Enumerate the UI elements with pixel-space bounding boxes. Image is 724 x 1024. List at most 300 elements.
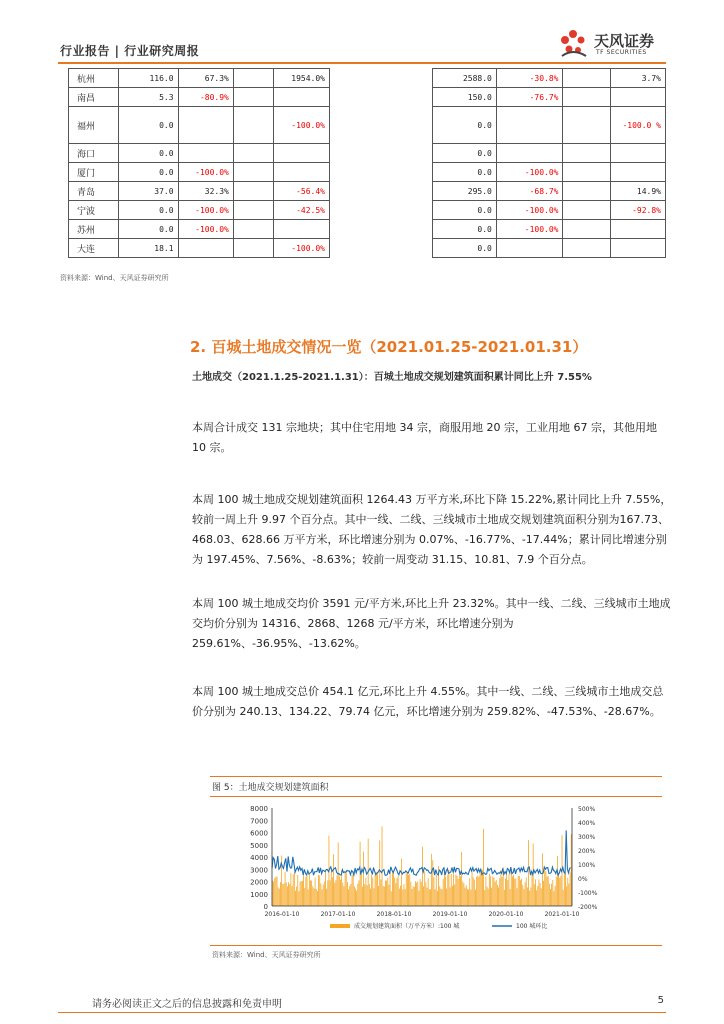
bar [347, 882, 348, 906]
bar [425, 882, 426, 906]
x-tick-label: 2020-01-10 [488, 911, 524, 918]
bar [465, 888, 466, 906]
bar [330, 880, 331, 906]
bar [449, 870, 450, 906]
y-right-tick-label: -200% [578, 904, 598, 911]
bar [296, 887, 297, 906]
bar [389, 885, 390, 906]
bar [308, 889, 309, 906]
bar [372, 878, 373, 906]
bar [320, 883, 321, 906]
y-left-tick-label: 5000 [250, 841, 268, 850]
bar [302, 881, 303, 906]
table-cell: -30.8% [496, 69, 563, 88]
table-cell [610, 88, 665, 107]
bar [324, 882, 325, 906]
bar [318, 875, 319, 906]
bar [363, 851, 364, 906]
table-cell: 67.3% [178, 69, 233, 88]
bar [510, 889, 511, 906]
bar [394, 878, 395, 906]
bar [460, 876, 461, 906]
bar [490, 876, 491, 906]
table-cell [496, 107, 563, 144]
bar [322, 889, 323, 906]
paragraph-total: 本周 100 城土地成交总价 454.1 亿元,环比上升 4.55%。其中一线、二线、三线城市土地成交总价分别为 240.13、134.22、79.74 亿元，环比增速分别为 259.82%、-47.53%、-28.67%。 [192, 685, 664, 718]
bar [392, 873, 393, 906]
table-cell: -100.0% [178, 201, 233, 220]
y-left-tick-label: 0 [263, 903, 268, 911]
table-cell: -100.0% [273, 239, 329, 258]
x-tick-label: 2018-01-10 [376, 911, 412, 918]
bar [337, 875, 338, 906]
table-cell [610, 144, 665, 163]
bar [274, 878, 275, 906]
bar [400, 886, 401, 906]
bar [339, 876, 340, 906]
bar [415, 881, 416, 906]
table-cell [233, 182, 273, 201]
bar [304, 888, 305, 906]
bar [522, 885, 523, 906]
bar [333, 854, 334, 906]
city-cell: 福州 [69, 107, 119, 144]
brand-logo [556, 26, 666, 60]
table-cell: 0.0 [119, 107, 178, 144]
bar [282, 884, 283, 906]
table-cell [610, 163, 665, 182]
table-cell: 3.7% [610, 69, 665, 88]
bar [461, 852, 462, 906]
bar [316, 889, 317, 906]
table-cell: -80.9% [178, 88, 233, 107]
bar [565, 874, 566, 906]
table-cell [563, 239, 610, 258]
bar [300, 882, 301, 906]
bar [452, 886, 453, 906]
bar [387, 878, 388, 906]
table-cell: 295.0 [433, 182, 497, 201]
table-cell [233, 107, 273, 144]
bar [297, 875, 298, 906]
city-cell: 大连 [69, 239, 119, 258]
table-row [433, 144, 666, 163]
bar [434, 877, 435, 906]
table-cell [273, 220, 329, 239]
paragraph-area: 本周 100 城土地成交规划建筑面积 1264.43 万平方米,环比下降 15.22%,累计同比上升 7.55%，较前一周上升 9.97 个百分点。其中一线、二线、三线城市土地成交规划建筑面积分别为167.73、468.03、628.66 万平方米，环比增速分别为 0.07%、-16.77%、-17.44%；累计同比增速分别为 197.45%、7.56%、-8.63%；较前一周变动 31.15、10.81、7.9 个百分点。 [192, 493, 672, 566]
bar [484, 890, 485, 906]
table-cell: -100.0% [178, 163, 233, 182]
city-cell: 宁波 [69, 201, 119, 220]
bar [513, 875, 514, 906]
table-row [69, 201, 330, 220]
table-row [69, 144, 330, 163]
bar [412, 889, 413, 906]
table-cell: -100.0 % [610, 107, 665, 144]
bar [495, 882, 496, 906]
table-cell: 5.3 [119, 88, 178, 107]
table-cell [233, 239, 273, 258]
bar [420, 879, 421, 906]
bar [436, 875, 437, 906]
bar [560, 876, 561, 906]
bar [277, 876, 278, 906]
y-left-tick-label: 7000 [250, 817, 268, 826]
bar [491, 888, 492, 906]
bar [558, 873, 559, 906]
bar [521, 879, 522, 906]
bar [528, 840, 529, 906]
bar [444, 870, 445, 906]
x-tick-label: 2021-01-10 [544, 911, 580, 918]
bar [470, 890, 471, 906]
table-row [69, 88, 330, 107]
bar [422, 847, 423, 906]
table-cell: 1954.0% [273, 69, 329, 88]
table-cell: 0.0 [119, 220, 178, 239]
city-cell: 青岛 [69, 182, 119, 201]
bar [417, 881, 418, 906]
table-row [69, 163, 330, 182]
bar [314, 888, 315, 906]
table-cell [563, 88, 610, 107]
y-right-tick-label: -100% [578, 890, 598, 897]
bar [473, 877, 474, 906]
bar [555, 886, 556, 906]
bar [524, 889, 525, 906]
page-number: 5 [657, 995, 664, 1006]
y-left-tick-label: 8000 [250, 805, 268, 813]
table-cell: 0.0 [119, 144, 178, 163]
y-left-tick-label: 6000 [250, 829, 268, 838]
bar [315, 878, 316, 906]
bar [350, 884, 351, 906]
bar [520, 880, 521, 906]
bar [293, 874, 294, 906]
table-cell [496, 239, 563, 258]
bar [311, 881, 312, 906]
bar [352, 875, 353, 906]
y-right-tick-label: 500% [578, 806, 596, 813]
bar [294, 872, 295, 906]
table-cell: -100.0% [496, 201, 563, 220]
table-row [433, 182, 666, 201]
y-right-tick-label: 300% [578, 834, 596, 841]
y-right-tick-label: 200% [578, 848, 596, 855]
bar [536, 890, 537, 906]
bar [410, 882, 411, 906]
bar [323, 885, 324, 906]
bar [487, 887, 488, 906]
bar [398, 876, 399, 906]
city-cell: 海口 [69, 144, 119, 163]
figure-title-rule [210, 796, 662, 797]
table-source: 资料来源：Wind、天风证券研究所 [60, 274, 169, 282]
bar [380, 879, 381, 906]
x-tick-label: 2019-01-10 [432, 911, 468, 918]
table-row [69, 69, 330, 88]
bar [354, 886, 355, 906]
table-cell: -100.0% [496, 220, 563, 239]
bar [429, 889, 430, 906]
bar [477, 876, 478, 906]
bar [542, 853, 543, 906]
land-area-chart [210, 800, 662, 940]
bar [539, 879, 540, 906]
bar [427, 888, 428, 906]
bar [310, 880, 311, 906]
bar [537, 886, 538, 906]
y-right-tick-label: 100% [578, 862, 596, 869]
table-cell: 14.9% [610, 182, 665, 201]
bar [289, 884, 290, 906]
bar [284, 884, 285, 906]
bar [359, 880, 360, 906]
table-cell: 0.0 [119, 201, 178, 220]
bar [437, 891, 438, 906]
bar [506, 871, 507, 906]
bar [527, 888, 528, 906]
bar [559, 878, 560, 906]
paragraph-transactions: 本周合计成交 131 宗地块；其中住宅用地 34 宗，商服用地 20 宗，工业用地 67 宗，其他用地 10 宗。 [192, 421, 657, 454]
bar [442, 889, 443, 906]
bar [499, 878, 500, 906]
bar [488, 889, 489, 906]
table-row [433, 239, 666, 258]
bar [431, 854, 432, 906]
bar [399, 889, 400, 906]
bar [317, 891, 318, 906]
bar [348, 889, 349, 906]
bar [462, 882, 463, 906]
bar [451, 874, 452, 906]
table-cell: 0.0 [433, 201, 497, 220]
bar [479, 877, 480, 906]
bar [467, 889, 468, 906]
bar [309, 873, 310, 906]
bar [395, 883, 396, 906]
y-left-tick-label: 1000 [250, 890, 268, 899]
bar [547, 876, 548, 906]
bar [319, 875, 320, 906]
table-cell: 0.0 [433, 220, 497, 239]
bar [414, 887, 415, 906]
city-cell: 苏州 [69, 220, 119, 239]
bar [530, 887, 531, 906]
section-title: 2. 百城土地成交情况一览（2021.01.25-2021.01.31） [190, 338, 588, 356]
table-cell: 2588.0 [433, 69, 497, 88]
bar [326, 889, 327, 906]
report-category: 行业报告 | 行业研究周报 [60, 44, 200, 58]
bar [334, 883, 335, 906]
table-cell [273, 163, 329, 182]
y-left-tick-label: 3000 [250, 866, 268, 875]
bar [390, 870, 391, 906]
bar [342, 883, 343, 906]
bar [468, 890, 469, 906]
bar [364, 884, 365, 906]
bar [535, 879, 536, 906]
bar [355, 888, 356, 906]
table-cell [563, 182, 610, 201]
bar [369, 884, 370, 906]
bar [526, 878, 527, 906]
bar [353, 871, 354, 906]
table-cell: 0.0 [433, 163, 497, 182]
bar [288, 882, 289, 906]
bar [551, 884, 552, 906]
bar [492, 877, 493, 906]
bar [305, 877, 306, 906]
bar [564, 872, 565, 906]
bar [362, 887, 363, 906]
bar [458, 879, 459, 906]
bar [386, 881, 387, 906]
table-cell [273, 144, 329, 163]
bar [512, 876, 513, 906]
bar [529, 891, 530, 906]
bar [307, 873, 308, 906]
chart-source: 资料来源：Wind、天风证券研究所 [212, 951, 321, 959]
table-cell [563, 163, 610, 182]
figure-bottom-rule [210, 945, 662, 946]
bar [312, 886, 313, 906]
bar [541, 888, 542, 906]
bar [496, 880, 497, 906]
bar [550, 889, 551, 906]
bar [384, 887, 385, 906]
bar [292, 886, 293, 906]
table-row [69, 239, 330, 258]
bar [344, 886, 345, 906]
table-cell [610, 239, 665, 258]
table-cell [496, 144, 563, 163]
table-cell: -42.5% [273, 201, 329, 220]
bar [505, 879, 506, 906]
table-row [433, 220, 666, 239]
bar [275, 877, 276, 906]
table-cell [178, 107, 233, 144]
bar [563, 890, 564, 906]
bar [413, 886, 414, 906]
bar [567, 878, 568, 906]
table-cell: -76.7% [496, 88, 563, 107]
table-cell [563, 107, 610, 144]
bar [554, 891, 555, 906]
bar [371, 875, 372, 906]
bar [504, 890, 505, 906]
bar [370, 889, 371, 906]
bar [374, 888, 375, 906]
table-cell [273, 88, 329, 107]
table-cell: 0.0 [433, 144, 497, 163]
bar [424, 871, 425, 906]
footer-disclaimer: 请务必阅读正文之后的信息披露和免责申明 [92, 999, 282, 1010]
bar [549, 884, 550, 906]
bar [404, 884, 405, 906]
bar [557, 856, 558, 906]
bar [494, 878, 495, 906]
bar [515, 879, 516, 906]
table-cell [610, 220, 665, 239]
bar [278, 887, 279, 906]
bar [552, 880, 553, 906]
bar [507, 880, 508, 906]
bar [279, 889, 280, 906]
table-cell: 116.0 [119, 69, 178, 88]
bar [295, 891, 296, 906]
table-cell [563, 201, 610, 220]
bar [481, 872, 482, 906]
bar [485, 877, 486, 906]
y-left-tick-label: 4000 [250, 854, 268, 862]
bar [464, 883, 465, 906]
bar [378, 886, 379, 906]
bar [457, 876, 458, 906]
bar [545, 871, 546, 906]
table-cell: 150.0 [433, 88, 497, 107]
x-tick-label: 2017-01-10 [320, 911, 356, 918]
table-cell: -100.0% [496, 163, 563, 182]
footer-divider [58, 1012, 666, 1013]
bar [482, 870, 483, 906]
table-cell: -56.4% [273, 182, 329, 201]
figure-top-rule [210, 776, 662, 777]
bar [498, 887, 499, 906]
bar [570, 872, 571, 906]
bar [406, 873, 407, 906]
bar [325, 871, 326, 906]
bar [391, 891, 392, 906]
bar [327, 880, 328, 906]
bar [407, 872, 408, 906]
bar [385, 880, 386, 906]
table-row [433, 69, 666, 88]
bar [416, 883, 417, 906]
paragraph-price: 本周 100 城土地成交均价 3591 元/平方米,环比上升 23.32%。其中一线、二线、三线城市土地成交均价分别为 14316、2868、1268 元/平方米，环比增速分别为 259.61%、-36.95%、-13.62%。 [192, 597, 671, 650]
bar [525, 882, 526, 906]
bar [566, 886, 567, 906]
bar [423, 886, 424, 906]
table-cell: 37.0 [119, 182, 178, 201]
bar [519, 876, 520, 906]
bar [397, 878, 398, 906]
bar [454, 884, 455, 906]
bar [453, 870, 454, 906]
legend-label-line: 100 城环比 [516, 923, 548, 930]
legend-label-bar: 成交规划建筑面积（万平方米）:100 城 [354, 923, 460, 930]
bar [382, 826, 383, 906]
table-cell [178, 144, 233, 163]
bar [290, 873, 291, 906]
bar [377, 872, 378, 906]
bar [383, 886, 384, 906]
city-cell: 厦门 [69, 163, 119, 182]
bar [332, 877, 333, 906]
bar [450, 887, 451, 906]
bar [543, 881, 544, 906]
bar [548, 876, 549, 906]
table-cell [233, 69, 273, 88]
bar [341, 870, 342, 906]
header-divider [58, 62, 666, 64]
bar [435, 889, 436, 906]
bar [556, 877, 557, 906]
bar [445, 877, 446, 906]
bar [432, 860, 433, 906]
bar [469, 878, 470, 906]
table-cell [233, 144, 273, 163]
